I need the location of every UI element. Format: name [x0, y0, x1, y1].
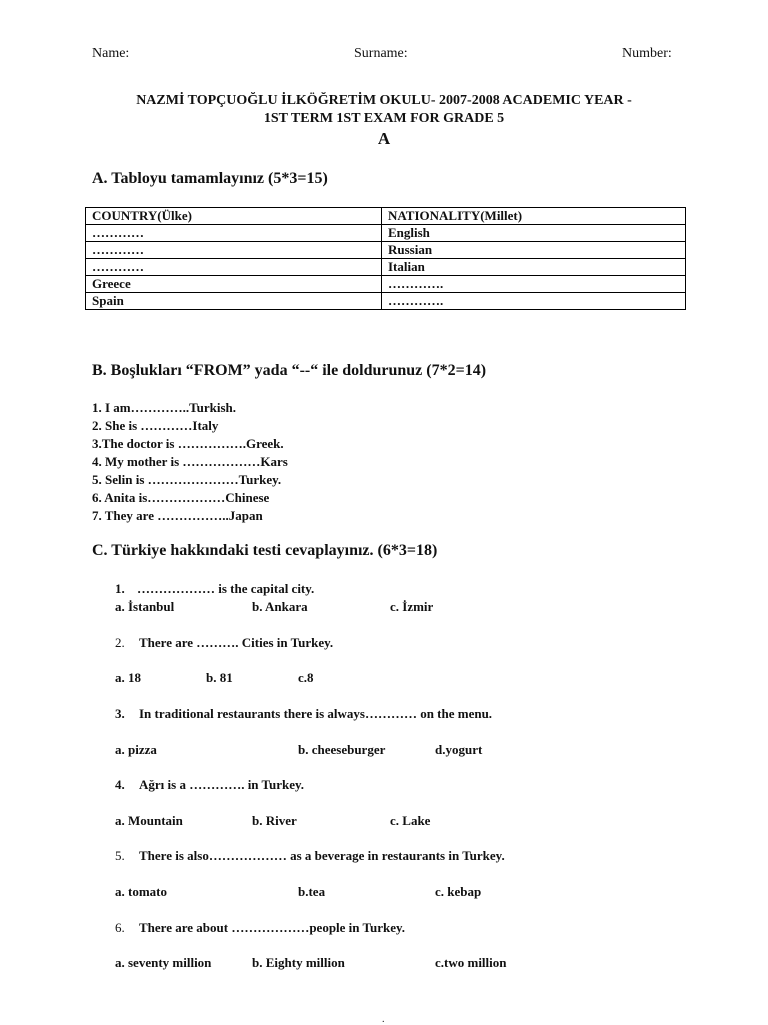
question-number: 4.	[115, 777, 125, 792]
section-a-heading: A. Tabloyu tamamlayınız (5*3=15)	[92, 170, 328, 187]
answer-option: a. İstanbul	[115, 599, 175, 614]
surname-label: Surname:	[354, 46, 408, 61]
answer-option: b. River	[252, 813, 297, 828]
question-number: 2.	[115, 635, 125, 650]
table-cell: …………	[86, 225, 382, 242]
table-row	[86, 225, 686, 242]
table-cell: Spain	[86, 293, 382, 310]
answer-option: b.tea	[298, 884, 326, 899]
answer-option: c. Lake	[390, 813, 431, 828]
answer-option: b. Ankara	[252, 599, 308, 614]
section-c-heading: C. Türkiye hakkındaki testi cevaplayınız. (6*3=18)	[92, 542, 438, 559]
fill-in-item: 5. Selin is …………………Turkey.	[92, 472, 282, 487]
answer-option: d.yogurt	[435, 742, 483, 757]
name-label: Name:	[92, 46, 130, 61]
table-header-country: COUNTRY(Ülke)	[86, 208, 382, 225]
question-text: Ağrı is a …………. in Turkey.	[139, 777, 305, 792]
table-header-row	[86, 208, 686, 225]
question-number: 3.	[115, 706, 125, 721]
table-header-nationality: NATIONALITY(Millet)	[382, 208, 686, 225]
country-nationality-table	[85, 207, 686, 310]
answer-option: a. seventy million	[115, 955, 212, 970]
question-text: In traditional restaurants there is always………… on the menu.	[139, 706, 493, 721]
answer-option: a. tomato	[115, 884, 167, 899]
section-b-heading: B. Boşlukları “FROM” yada “--“ ile doldurunuz (7*2=14)	[92, 362, 487, 379]
question-text: ……………… is the capital city.	[137, 581, 315, 596]
answer-option: b. 81	[206, 670, 233, 685]
answer-option: c.two million	[435, 955, 507, 970]
answer-option: c. kebap	[435, 884, 482, 899]
exam-title-line1: NAZMİ TOPÇUOĞLU İLKÖĞRETİM OKULU- 2007-2008 ACADEMIC YEAR -	[136, 93, 632, 108]
question-number: 6.	[115, 920, 125, 935]
table-cell: English	[382, 225, 686, 242]
table-cell: ………….	[382, 276, 686, 293]
question-text: There is also……………… as a beverage in restaurants in Turkey.	[139, 848, 505, 863]
table-cell: …………	[86, 242, 382, 259]
table-row	[86, 259, 686, 276]
answer-option: a. Mountain	[115, 813, 183, 828]
fill-in-item: 3.The doctor is …………….Greek.	[92, 436, 284, 451]
table-cell: ………….	[382, 293, 686, 310]
page-mark: .	[382, 1014, 385, 1025]
fill-in-item: 7. They are ……………..Japan	[92, 508, 263, 523]
answer-option: b. cheeseburger	[298, 742, 386, 757]
table-row	[86, 276, 686, 293]
table-cell: Greece	[86, 276, 382, 293]
table-cell: …………	[86, 259, 382, 276]
table-cell: Russian	[382, 242, 686, 259]
fill-in-item: 2. She is …………Italy	[92, 418, 219, 433]
table-row	[86, 242, 686, 259]
table-cell: Italian	[382, 259, 686, 276]
question-number: 5.	[115, 848, 125, 863]
answer-option: c. İzmir	[390, 599, 434, 614]
fill-in-item: 6. Anita is………………Chinese	[92, 490, 270, 505]
answer-option: c.8	[298, 670, 314, 685]
exam-title-line2: 1ST TERM 1ST EXAM FOR GRADE 5	[263, 111, 505, 126]
table-row	[86, 293, 686, 310]
question-text: There are ………. Cities in Turkey.	[139, 635, 334, 650]
fill-in-item: 1. I am…………..Turkish.	[92, 400, 236, 415]
fill-in-item: 4. My mother is ………………Kars	[92, 454, 288, 469]
exam-version: A	[377, 129, 391, 148]
answer-option: b. Eighty million	[252, 955, 345, 970]
question-text: There are about ………………people in Turkey.	[139, 920, 406, 935]
question-number: 1.	[115, 581, 125, 596]
number-label: Number:	[622, 46, 672, 61]
answer-option: a. 18	[115, 670, 141, 685]
answer-option: a. pizza	[115, 742, 157, 757]
